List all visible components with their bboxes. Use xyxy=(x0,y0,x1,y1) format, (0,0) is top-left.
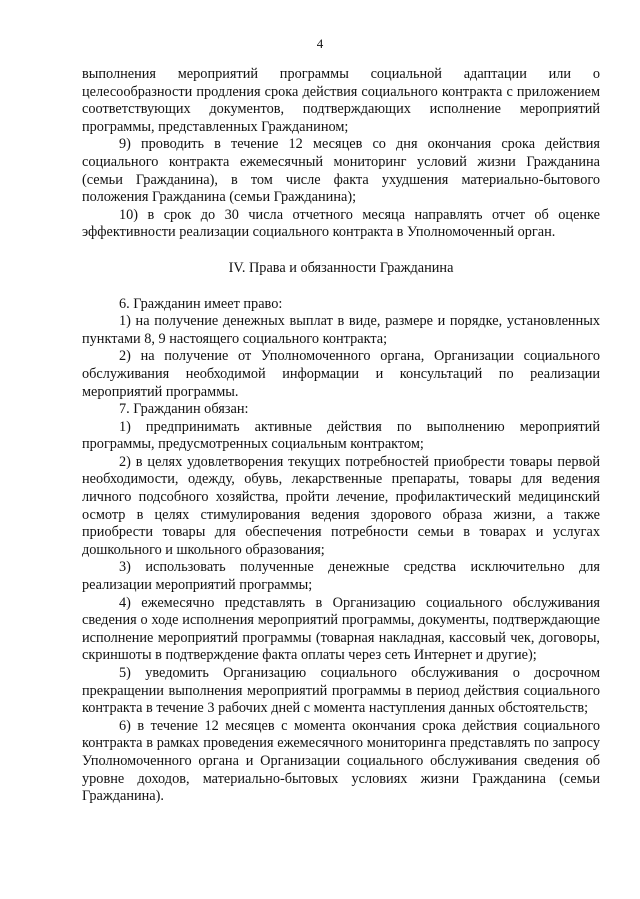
paragraphs-after-section xyxy=(82,296,600,806)
paragraph: 9) проводить в течение 12 месяцев со дня окончания срока действия социального контракта ежемесячный мониторинг условий жизни Гражданина (семьи Гражданина), в том числе факта ухудшения материально-бытового положения Гражданина (семьи Гражданина); xyxy=(82,136,600,206)
paragraph: 2) на получение от Уполномоченного органа, Организации социального обслуживания необходимой информации и консультаций по реализации мероприятий программы. xyxy=(82,348,600,400)
paragraph: 1) на получение денежных выплат в виде, размере и порядке, установленных пунктами 8, 9 настоящего социального контракта; xyxy=(82,313,600,347)
paragraph: 7. Гражданин обязан: xyxy=(119,401,249,418)
paragraph: 5) уведомить Организацию социального обслуживания о досрочном прекращении выполнения мероприятий программы в период действия социального контракта в течение 3 рабочих дней с момента наступления данных обстоятельств; xyxy=(82,665,600,717)
paragraph: 1) предпринимать активные действия по выполнению мероприятий программы, предусмотренных социальным контрактом; xyxy=(82,418,600,453)
paragraph: 3) использовать полученные денежные средства исключительно для реализации мероприятий программы; xyxy=(82,559,600,594)
paragraphs-before-section xyxy=(82,66,600,242)
paragraph: 6) в течение 12 месяцев с момента окончания срока действия социального контракта в рамках проведения ежемесячного мониторинга представлять по запросу Уполномоченного органа и Организации социального обслуживания сведения об уровне доходов, материально-бытовых условиях жизни Гражданина (семьи Гражданина). xyxy=(82,717,600,805)
paragraph: 2) в целях удовлетворения текущих потребностей приобрести товары первой необходимости, одежду, обувь, лекарственные препараты, товары для ведения личного подсобного хозяйства, пройти лечение, профилактический медицинский осмотр в целях стимулирования ведения здорового образа жизни, а также приобрести товары для обеспечения потребности семьи в товарах и услугах дошкольного и школьного образования; xyxy=(82,453,600,558)
paragraph: 6. Гражданин имеет право: xyxy=(119,295,283,312)
page-number: 4 xyxy=(316,36,324,51)
paragraph: 10) в срок до 30 числа отчетного месяца направлять отчет об оценке эффективности реализации социального контракта в Уполномоченный орган. xyxy=(82,206,600,241)
paragraph: 4) ежемесячно представлять в Организацию социального обслуживания сведения о ходе исполнения мероприятий программы, документы, подтверждающие исполнение мероприятий программы (товарная накладная, кассовый чек, договоры, скриншоты в подтверждение факта оплаты через сеть Интернет и другие); xyxy=(82,594,600,664)
document-body xyxy=(82,66,600,806)
section-title: IV. Права и обязанности Гражданина xyxy=(228,259,454,276)
paragraph: выполнения мероприятий программы социальной адаптации или о целесообразности продления срока действия социального контракта с приложением соответствующих документов, подтверждающих исполнение мероприятий программы, представленных Гражданином; xyxy=(82,66,600,135)
